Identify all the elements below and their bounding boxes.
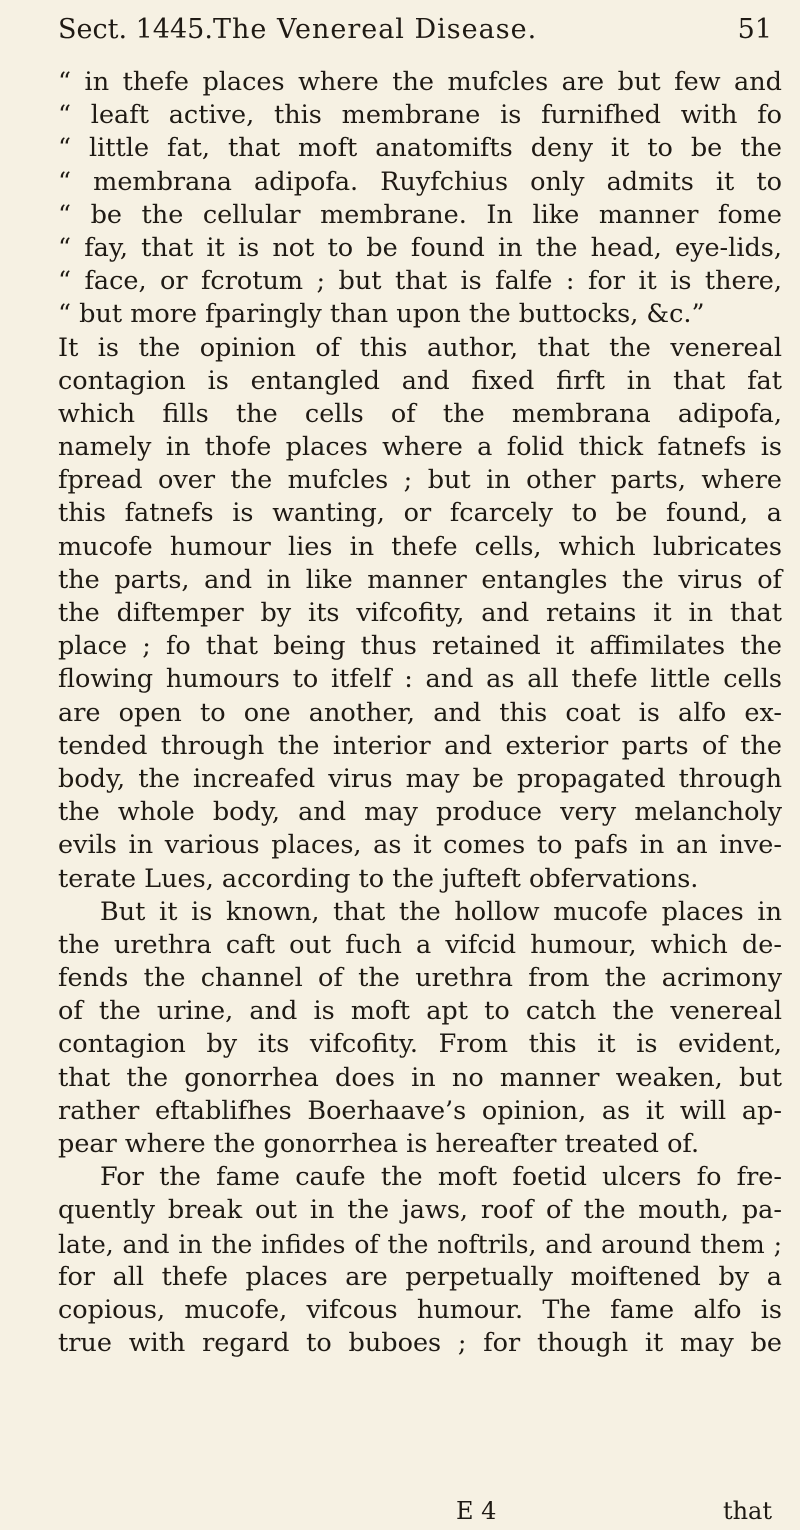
- text-line: are open to one another, and this coat is alfo ex-: [58, 697, 782, 728]
- text-line: “ be the cellular membrane. In like manner fome: [58, 199, 782, 230]
- running-header: [58, 14, 772, 58]
- text-line: the urethra caft out fuch a vifcid humour, which de-: [58, 929, 782, 960]
- text-line: fpread over the mufcles ; but in other parts, where: [58, 465, 782, 496]
- text-line: of the urine, and is moft apt to catch the venereal: [58, 996, 782, 1027]
- text-line: “ leaft active, this membrane is furnifhed with fo: [58, 100, 782, 131]
- text-line: “ face, or fcrotum ; but that is falfe : for it is there,: [58, 266, 782, 297]
- text-line: pear where the gonorrhea is hereafter treated of.: [58, 1129, 700, 1159]
- text-line: quently break out in the jaws, roof of the mouth, pa-: [58, 1195, 782, 1226]
- text-line: the diftemper by its vifcofity, and retains it in that: [58, 598, 782, 628]
- text-line: “ membrana adipofa. Ruyfchius only admits it to: [58, 166, 782, 197]
- section-number: Sect. 1445.: [58, 14, 213, 45]
- text-line: for all thefe places are perpetually moiftened by a: [58, 1261, 782, 1292]
- text-line: contagion by its vifcofity. From this it is evident,: [58, 1029, 782, 1060]
- text-line: the whole body, and may produce very melancholy: [58, 797, 782, 828]
- text-line: “ little fat, that moft anatomifts deny it to be the: [58, 133, 782, 164]
- text-line: true with regard to buboes ; for though it may be: [58, 1328, 782, 1359]
- text-line: tended through the interior and exterior parts of the: [58, 730, 782, 761]
- text-line: fends the channel of the urethra from the acrimony: [58, 963, 782, 994]
- text-line: body, the increafed virus may be propagated through: [58, 763, 782, 794]
- text-line: evils in various places, as it comes to pafs in an inve-: [58, 830, 782, 861]
- text-line: For the fame caufe the moft foetid ulcers fo fre-: [100, 1162, 782, 1193]
- text-line: terate Lues, according to the jufteft obfervations.: [58, 863, 699, 894]
- text-line: which fills the cells of the membrana adipofa,: [58, 398, 782, 429]
- text-line: copious, mucofe, vifcous humour. The fame alfo is: [58, 1294, 782, 1325]
- text-line: late, and in the infides of the noftrils, and around them ;: [58, 1229, 782, 1259]
- text-line: that the gonorrhea does in no manner weaken, but: [58, 1062, 782, 1093]
- text-line: “ fay, that it is not to be found in the head, eye-lids,: [58, 232, 782, 263]
- text-line: It is the opinion of this author, that the venereal: [58, 332, 782, 363]
- catchword: that: [722, 1497, 772, 1525]
- page-number: 51: [737, 14, 772, 45]
- page-footer: [58, 1497, 772, 1527]
- text-line: rather eftablifhes Boerhaave’s opinion, as it will ap-: [58, 1095, 782, 1126]
- text-line: flowing humours to itfelf : and as all thefe little cells: [58, 664, 782, 695]
- text-line: namely in thofe places where a folid thick fatnefs is: [58, 432, 782, 463]
- text-line: contagion is entangled and fixed firft in that fat: [58, 365, 782, 396]
- text-line: “ but more fparingly than upon the buttocks, &c.”: [58, 299, 705, 330]
- text-line: mucofe humour lies in thefe cells, which lubricates: [58, 531, 782, 562]
- body-text: [58, 66, 782, 1360]
- text-line: the parts, and in like manner entangles the virus of: [58, 564, 782, 595]
- signature-mark: E 4: [456, 1497, 497, 1525]
- text-line: this fatnefs is wanting, or fcarcely to be found, a: [58, 498, 782, 529]
- text-line: But it is known, that the hollow mucofe places in: [100, 896, 782, 927]
- text-line: “ in thefe places where the mufcles are but few and: [58, 67, 782, 97]
- text-line: place ; fo that being thus retained it affimilates the: [58, 631, 782, 662]
- running-title: The Venereal Disease.: [213, 14, 538, 45]
